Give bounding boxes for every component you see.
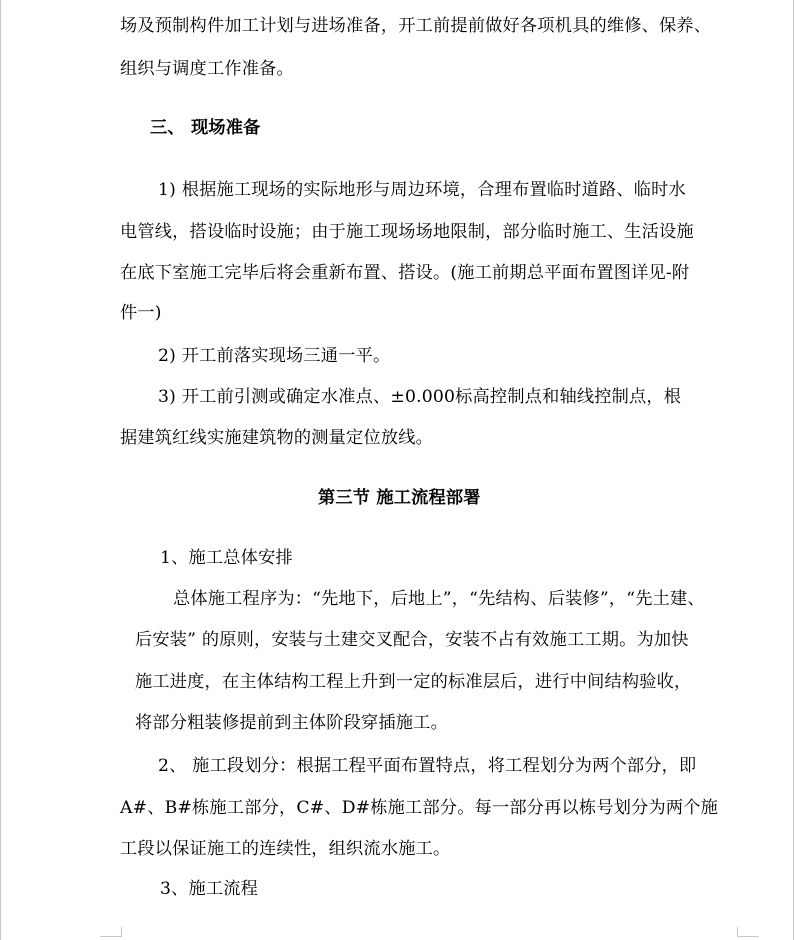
list-item: 2) 开工前落实现场三通一平。 (158, 346, 391, 366)
paragraph-line: 施工进度，在主体结构工程上升到一定的标准层后，进行中间结构验收， (135, 672, 692, 692)
margin-corner-mark-right (737, 936, 759, 937)
paragraph-line: 将部分粗装修提前到主体阶段穿插施工。 (135, 713, 448, 733)
chapter-title: 第三节 施工流程部署 (318, 488, 481, 508)
margin-corner-mark-left-vertical (121, 927, 122, 937)
list-item-line: 据建筑红线实施建筑物的测量定位放线。 (120, 428, 433, 448)
paragraph-line: 工段以保证施工的连续性，组织流水施工。 (120, 839, 451, 859)
margin-corner-mark-left (100, 936, 122, 937)
list-item-line: 件一) (120, 303, 162, 323)
paragraph-line: 组织与调度工作准备。 (120, 59, 294, 79)
list-item-line: 在底下室施工完毕后将会重新布置、搭设。(施工前期总平面布置图详见-附 (120, 263, 690, 283)
paragraph-line: A#、B#栋施工部分，C#、D#栋施工部分。每一部分再以栋号划分为两个施 (120, 798, 719, 818)
page-edge-left (0, 0, 1, 940)
paragraph-line: 2、 施工段划分：根据工程平面布置特点，将工程划分为两个部分，即 (158, 756, 697, 776)
section-heading: 三、 现场准备 (150, 118, 261, 138)
subsection-heading: 1、施工总体安排 (160, 548, 293, 568)
margin-corner-mark-right-vertical (737, 927, 738, 937)
list-item-line: 电管线，搭设临时设施；由于施工现场场地限制，部分临时施工、生活设施 (120, 222, 694, 242)
list-item-line: 1) 根据施工现场的实际地形与周边环境，合理布置临时道路、临时水 (158, 180, 686, 200)
paragraph-line: 后安装” 的原则，安装与土建交叉配合，安装不占有效施工工期。为加快 (135, 630, 689, 650)
paragraph-line: 总体施工程序为：“先地下，后地上”，“先结构、后装修”，“先土建、 (173, 589, 705, 609)
list-item-line: 3) 开工前引测或确定水准点、±0.000标高控制点和轴线控制点，根 (158, 387, 682, 407)
paragraph-line: 场及预制构件加工计划与进场准备，开工前提前做好各项机具的维修、保养、 (120, 16, 712, 36)
subsection-heading: 3、施工流程 (160, 879, 259, 899)
